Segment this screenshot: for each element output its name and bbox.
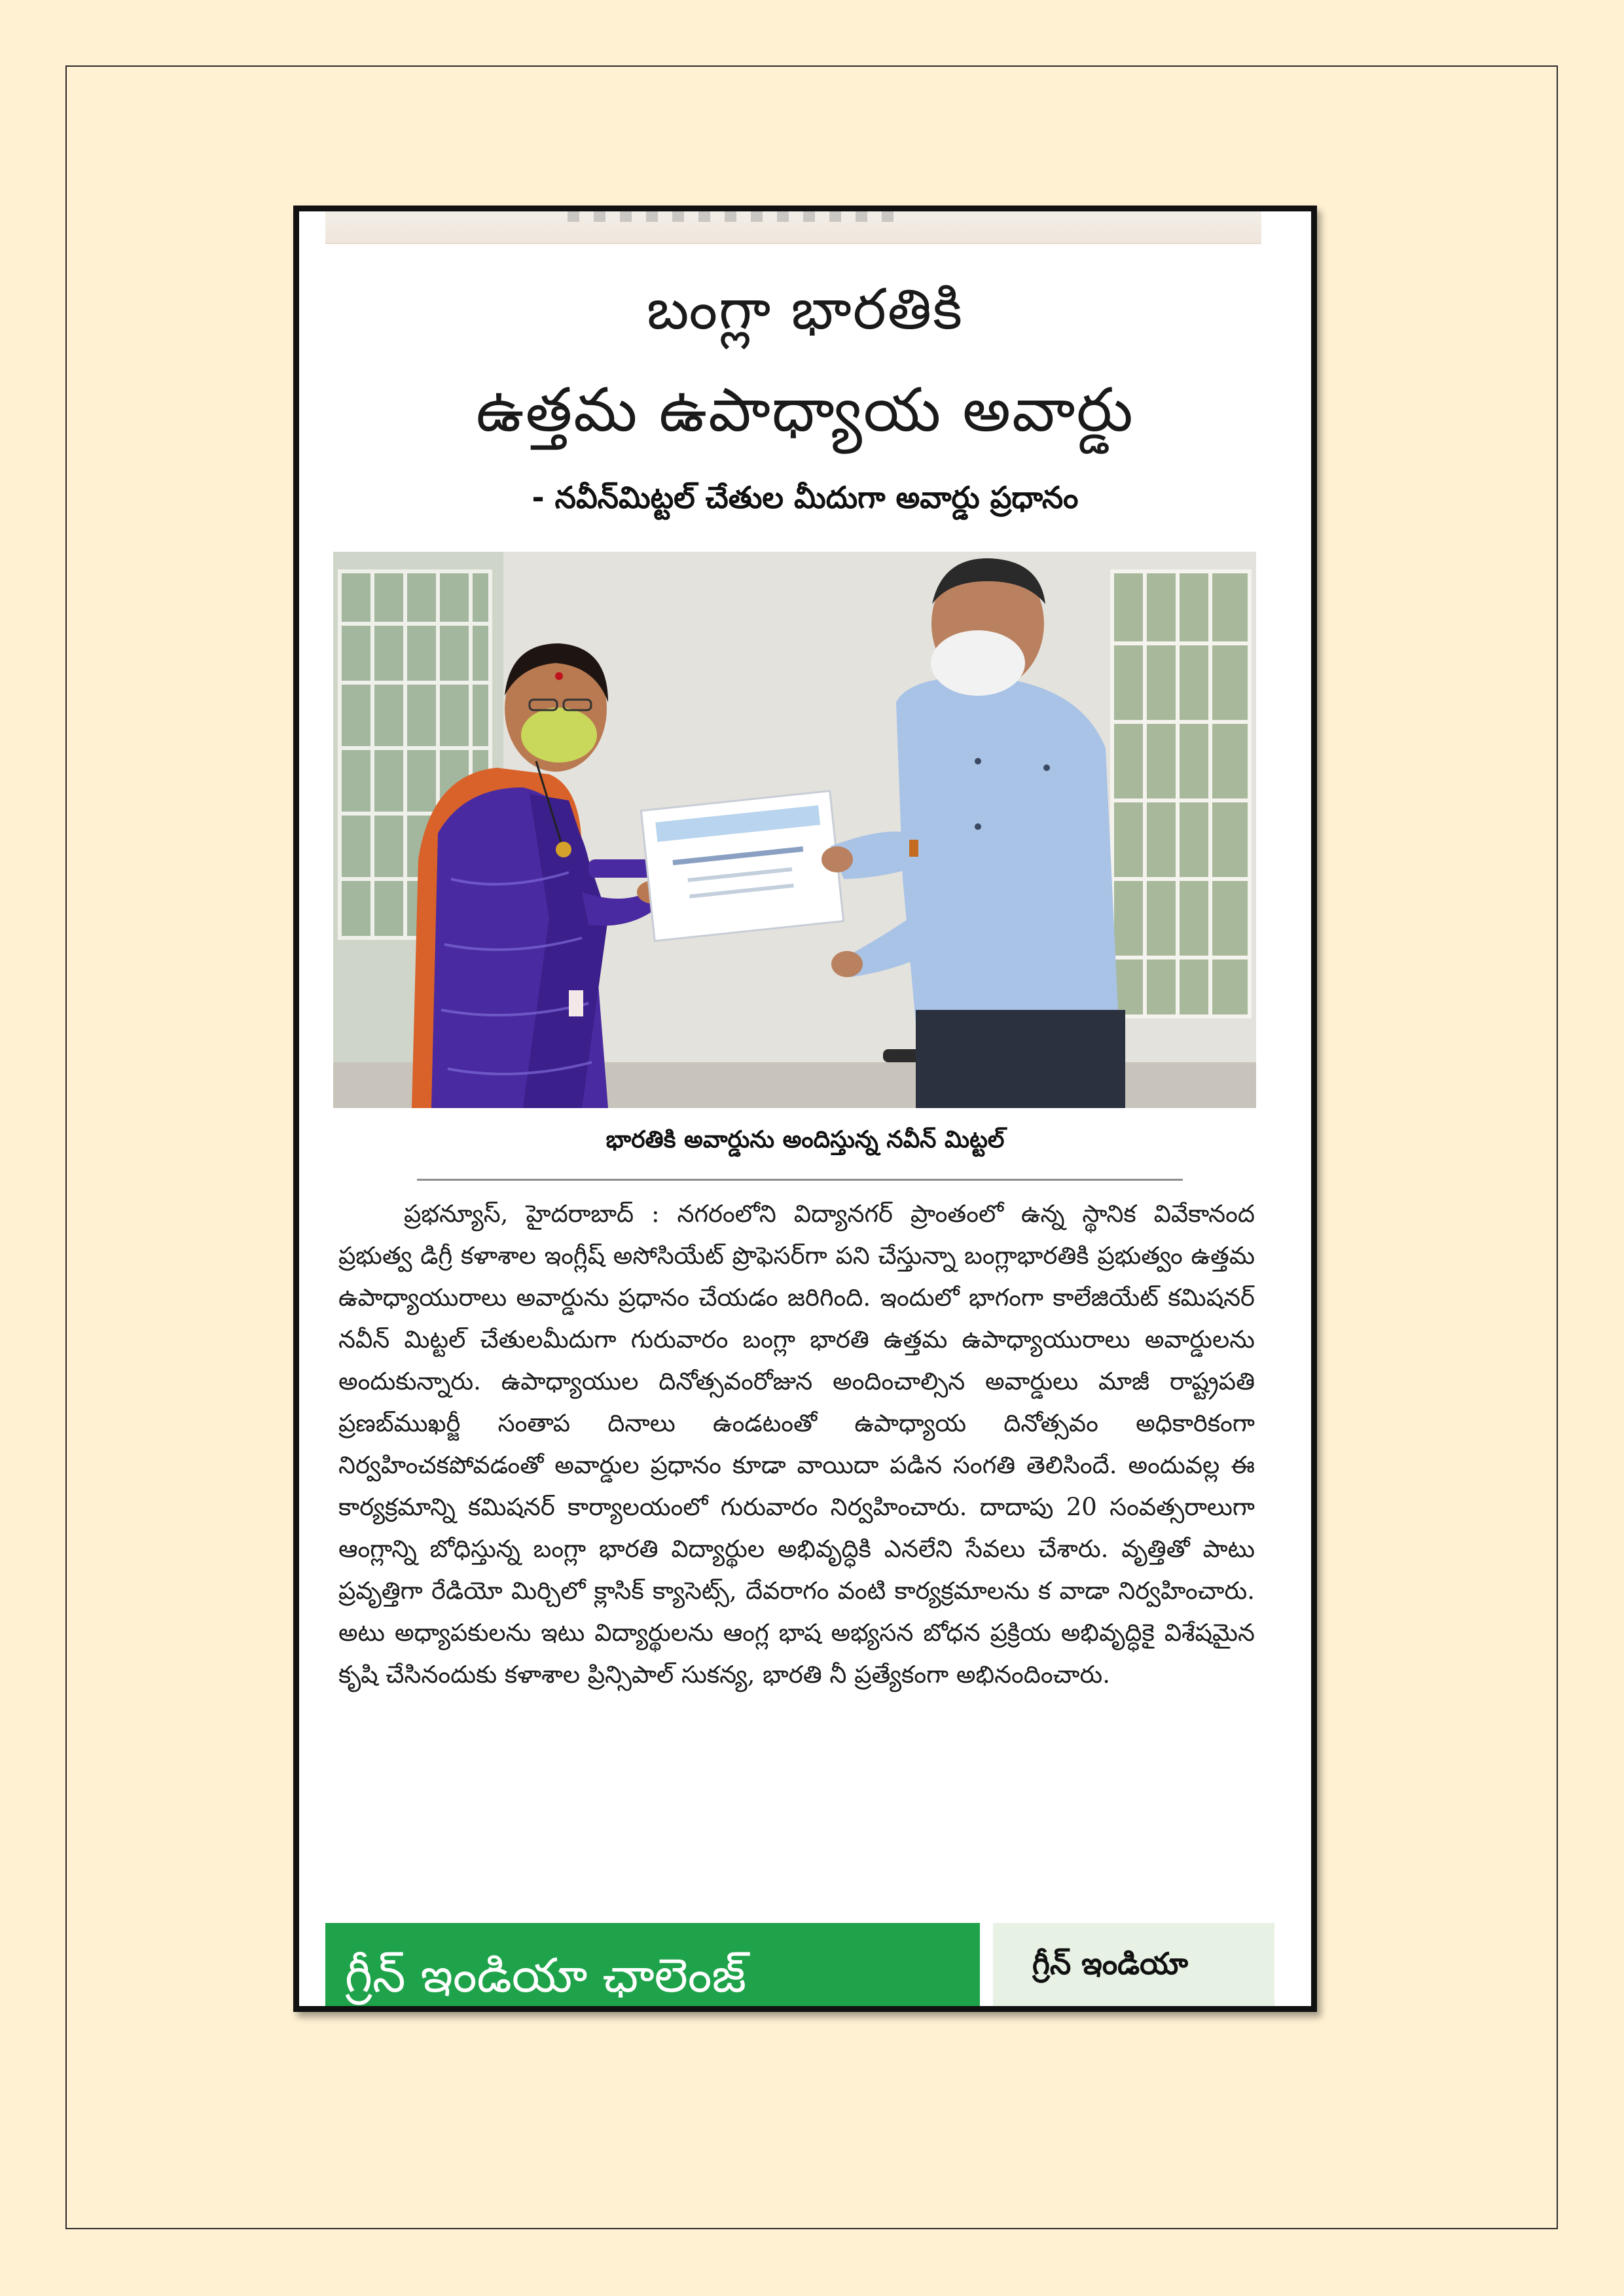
headline-line-2: ఉత్తమ ఉపాధ్యాయ అవార్డు xyxy=(476,375,1134,445)
side-article-box xyxy=(993,1923,1274,2012)
award-photo xyxy=(333,552,1256,1108)
previous-article-strip xyxy=(325,211,1261,244)
next-article-banner xyxy=(325,1923,980,2012)
caption-divider xyxy=(417,1179,1183,1181)
window-grille-right xyxy=(1112,571,1250,1016)
certificate xyxy=(641,791,843,941)
article-body: ప్రభన్యూస్, హైదరాబాద్ : నగరంలోని విద్యానగర్ ప్రాంతంలో ఉన్న స్థానిక వివేకానంద ప్రభుత్వ డిగ్రీ కళాశాల ఇంగ్లీష్ అసోసియేట్ ప్రొఫెసర్‌గా పని చేస్తున్నా బంగ్లాభారతికి ప్రభుత్వం ఉత్తమ ఉపాధ్యాయురాలు అవార్డును ప్రధానం చేయడం జరిగింది. ఇందులో భాగంగా కాలేజియేట్ కమిషనర్ నవీన్ మిట్టల్ చేతులమీదుగా గురువారం బంగ్లా భారతి ఉత్తమ ఉపాధ్యాయురాలు అవార్డులను అందుకున్నారు. ఉపాధ్యాయుల దినోత్సవంరోజున అందించాల్సిన అవార్డులు మాజీ రాష్ట్రపతి ప్రణబ్‌ముఖర్జీ సంతాప దినాలు ఉండటంతో ఉపాధ్యాయ దినోత్సవం అధికారికంగా నిర్వహించకపోవడంతో అవార్డుల ప్రధానం కూడా వాయిదా పడిన సంగతి తెలిసిందే. అందువల్ల ఈ కార్యక్రమాన్ని కమిషనర్ కార్యాలయంలో గురువారం నిర్వహించారు. దాదాపు 20 సంవత్సరాలుగా ఆంగ్లాన్ని బోధిస్తున్న బంగ్లా భారతి విద్యార్థుల అభివృద్ధికి ఎనలేని సేవలు చేశారు. వృత్తితో పాటు ప్రవృత్తిగా రేడియో మిర్చిలో క్లాసిక్ క్యాసెట్స్, దేవరాగం వంటి కార్యక్రమాలను క వాడా నిర్వహించారు. అటు అధ్యాపకులను ఇటు విద్యార్థులను ఆంగ్ల భాష అభ్యసన బోధన ప్రక్రియ అభివృద్ధికై విశేషమైన కృషి చేసినందుకు కళాశాల ప్రిన్సిపాల్ సుకన్య, భారతి నీ ప్రత్యేకంగా అభినందించారు. xyxy=(338,1200,1255,1689)
award-photo-illustration xyxy=(333,552,1256,1108)
headline-line-1: బంగ్లా భారతికి xyxy=(647,277,964,342)
side-article-headline: గ్రీన్ ఇండియా xyxy=(1032,1946,1189,1981)
photo-caption: భారతికి అవార్డును అందిస్తున్న నవీన్ మిట్టల్ xyxy=(605,1126,1005,1153)
cut-off-text-fragment xyxy=(568,211,908,222)
subheadline: - నవీన్‌మిట్టల్ చేతుల మీదుగా అవార్డు ప్రధానం xyxy=(532,480,1079,515)
next-article-headline: గ్రీన్ ఇండియా ఛాలెంజ్ xyxy=(345,1948,746,2003)
newspaper-clipping xyxy=(293,206,1317,2012)
